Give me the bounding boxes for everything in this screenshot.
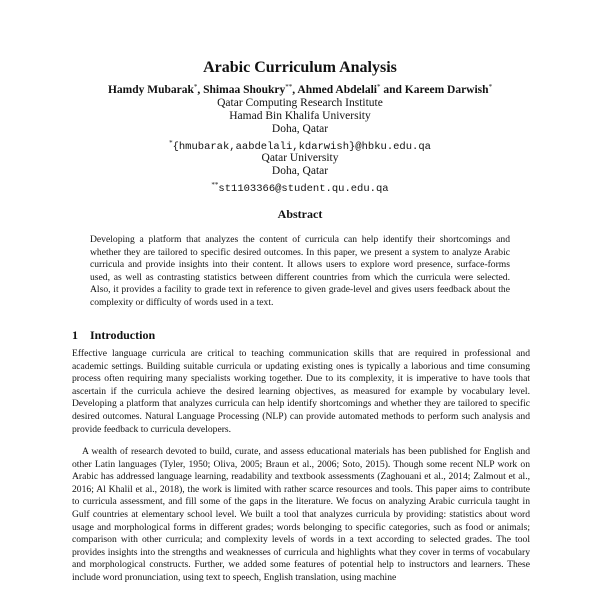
body-paragraph: Effective language curricula are critical to teaching communication skills that are required in professional and academic settings. Building suitable curricula or updating existing ones is typically a laborious and time consuming process often requiring many specialists working together. Due to its complexity, it is imperative to have tools that ascertain if the curricula achieve the desired learning objectives, as measured for example by vocabulary level. Developing a platform that analyzes curricula can help identify shortcomings and whether they are tailored to specific desired outcomes. Natural Language Processing (NLP) can provide automated methods to perform such analysis and provide feedback to curricula developers. <box>72 348 530 435</box>
author-name: Kareem Darwish <box>404 84 489 96</box>
abstract-text: Developing a platform that analyzes the content of curricula can help identify their shortcomings and whether they are tailored to specific desired outcomes. In this paper, we present a system to analyze Arabic curricula and provide insights into their content. It allows users to explore word presence, surface-forms used, as well as contrasting statistics between different countries from which the curricula were selected. Also, it provides a facility to grade text in reference to given grade-level and gives users feedback about the complexity or difficulty of words used in a text. <box>90 234 510 308</box>
author-mark: * <box>488 83 493 91</box>
author-mark: ** <box>285 83 293 91</box>
author-name: Hamdy Mubarak <box>107 84 194 96</box>
body-paragraph: A wealth of research devoted to build, curate, and assess educational materials has been published for English and other Latin languages (Tyler, 1950; Oliva, 2005; Braun et al., 2006; Soto, 2015). Though some recent NLP work on Arabic has addressed language learning, readability and textbook assessments (Zaghouani et al., 2014; Zalmout et al., 2016; Al Khalil et al., 2018), the work is limited with rather scarce resources and tools. This paper aims to contribute to curricula assessment, and fill some of the gaps in the literature. We focus on analyzing Arabic curricula taught in Gulf countries at elementary school level. We built a tool that analyzes curricula by providing: statistics about word usage and morphological forms in different grades; words belonging to specific categories, such as food or animals; comparison with other curricula; and complexity levels of words in a text according to selected grades. The tool provides insights into the strengths and weaknesses of curricula and highlights what they cover in terms of vocabulary and morphological constructs. Further, we added some features of potential help to instructors and learners. These include word pronunciation, using text to speech, English translation, using machine <box>72 446 530 583</box>
affiliation-line: Doha, Qatar <box>271 165 329 177</box>
email-address: {hmubarak,aabdelali,kdarwish}@hbku.edu.qa <box>172 141 431 153</box>
author-mark: * <box>193 83 198 91</box>
section-number: 1 <box>72 328 78 342</box>
author-separator: , <box>292 84 298 96</box>
email-mark: * <box>169 139 173 147</box>
affiliation-line: Doha, Qatar <box>271 123 329 135</box>
paper-title: Arabic Curriculum Analysis <box>203 59 397 76</box>
section-heading <box>72 328 155 342</box>
author-mark: * <box>376 83 381 91</box>
author-name: Ahmed Abdelali <box>297 84 377 96</box>
author-separator: , <box>197 84 204 96</box>
affiliation-email <box>0 179 600 196</box>
author-separator: and <box>380 84 405 96</box>
affiliation-line: Hamad Bin Khalifa University <box>229 110 371 122</box>
author-name: Shimaa Shoukry <box>203 84 286 96</box>
affiliation-line: Qatar University <box>261 152 339 164</box>
section-title: Introduction <box>90 328 156 342</box>
email-address: st1103366@student.qu.edu.qa <box>218 183 389 195</box>
email-mark: ** <box>211 181 219 189</box>
affiliation-line: Qatar Computing Research Institute <box>217 97 383 109</box>
author-list <box>0 80 600 97</box>
abstract-heading: Abstract <box>277 207 323 221</box>
